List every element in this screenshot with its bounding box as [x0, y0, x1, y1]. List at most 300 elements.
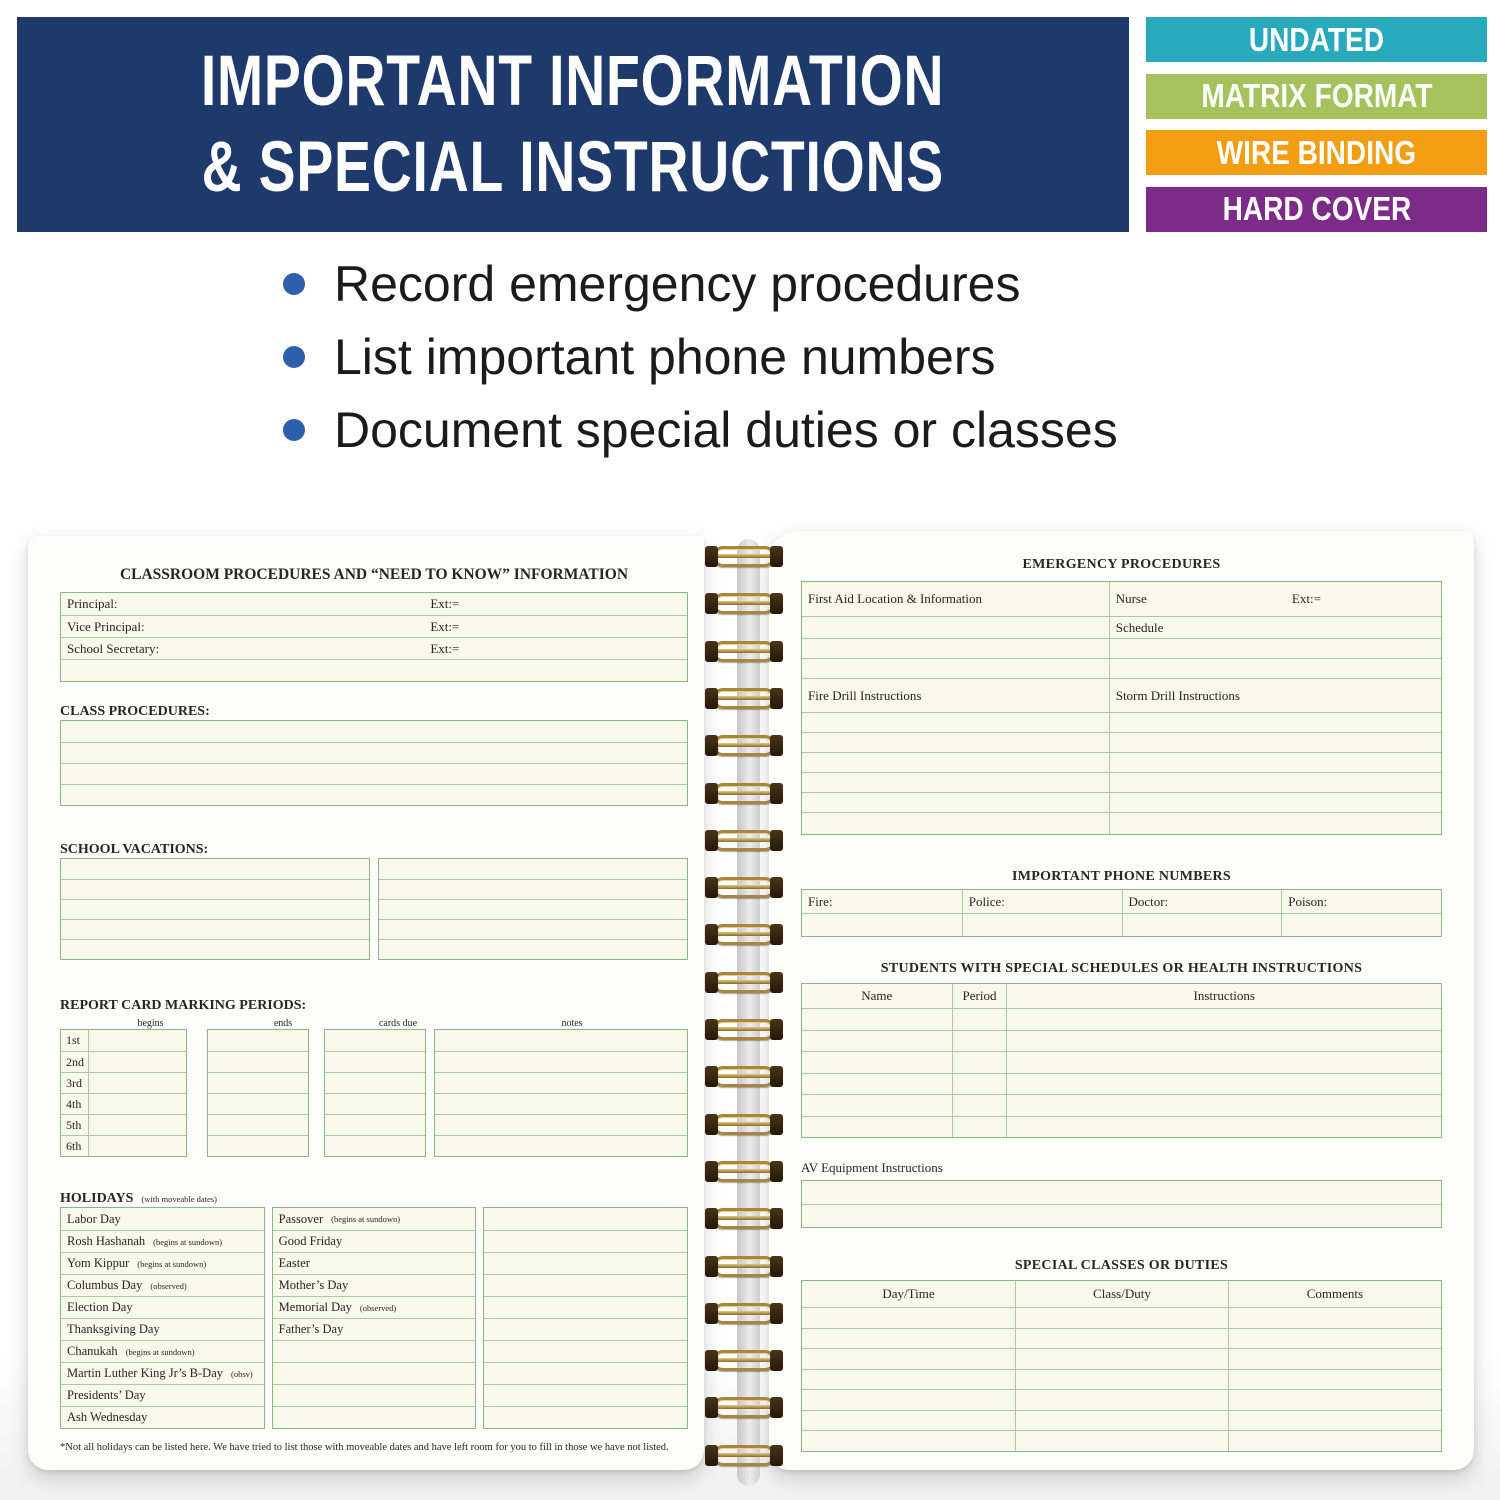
binding-ring-icon: [705, 546, 783, 567]
table-row: [273, 1384, 476, 1406]
students-cell: [802, 1031, 952, 1052]
binding-ring-icon: [705, 783, 783, 804]
binding-ring-end: [770, 593, 783, 614]
students-cell: [802, 1052, 952, 1073]
binding-ring-wire: [717, 743, 771, 747]
special-cell: [1228, 1329, 1441, 1349]
binding-ring-end: [770, 1161, 783, 1182]
holidays-tables: [60, 1207, 688, 1429]
binding-ring-wire: [717, 1074, 771, 1078]
school-vacations-tables: [60, 858, 688, 960]
contact-ext-label: Ext:=: [430, 596, 460, 611]
holidays-footnote: *Not all holidays can be listed here. We have tried to list those with moveable dates and have left room for you to fill in those we have not listed.: [60, 1442, 669, 1453]
emergency-left-cell: [802, 617, 1109, 638]
students-header-cell: Period: [952, 984, 1007, 1008]
binding-ring-end: [705, 972, 718, 993]
students-cell: [952, 1095, 1007, 1116]
table-row: [802, 658, 1441, 678]
students-cell: [802, 1095, 952, 1116]
special-header-cell: Class/Duty: [1015, 1281, 1228, 1307]
binding-ring-icon: [705, 1397, 783, 1418]
students-cell: [802, 1117, 952, 1138]
bullet-icon: [283, 273, 305, 295]
special-cell: [1015, 1411, 1228, 1431]
special-cell: [802, 1349, 1015, 1369]
binding-ring-end: [705, 641, 718, 662]
table-row: [802, 1389, 1441, 1410]
bullet-text: Record emergency procedures: [334, 256, 1021, 312]
binding-ring-icon: [705, 972, 783, 993]
emergency-left-cell: [802, 793, 1109, 812]
table-row: [61, 1072, 186, 1093]
table-row: [484, 1208, 687, 1230]
report-card-header-notes: notes: [561, 1018, 583, 1029]
table-row: [802, 1328, 1441, 1349]
table-row: [484, 1230, 687, 1252]
table-row: [61, 899, 369, 919]
binding-ring-end: [770, 972, 783, 993]
table-row: [61, 1406, 264, 1428]
table-row: [61, 659, 687, 681]
binding-ring-wire: [717, 1027, 771, 1031]
feature-bullets: [283, 258, 1118, 477]
table-row: [208, 1114, 308, 1135]
contacts-table: [60, 592, 688, 682]
table-row: [802, 1204, 1441, 1227]
report-card-header-ends: ends: [273, 1018, 293, 1029]
table-row: [325, 1072, 425, 1093]
table-row: [61, 1093, 186, 1114]
report-card-row-label: 5th: [61, 1115, 89, 1135]
binding-ring-wire: [717, 554, 771, 558]
emergency-left-cell: [802, 773, 1109, 792]
special-cell: [802, 1390, 1015, 1410]
table-row: [208, 1093, 308, 1114]
contact-label: School Secretary:: [67, 640, 160, 656]
table-row: [61, 919, 369, 939]
binding-ring-end: [705, 1161, 718, 1182]
contact-label: Principal:: [67, 596, 118, 611]
holidays-heading-text: HOLIDAYS: [60, 1191, 134, 1206]
binding-ring-end: [705, 1019, 718, 1040]
table-row: [802, 1348, 1441, 1369]
holidays-column-1: [60, 1207, 265, 1429]
feature-badge-label: HARD COVER: [1222, 190, 1411, 228]
table-row: [208, 1135, 308, 1156]
special-cell: [1228, 1370, 1441, 1390]
students-cell: [1006, 1117, 1441, 1138]
table-row: [484, 1318, 687, 1340]
special-cell: [802, 1329, 1015, 1349]
special-classes-title: SPECIAL CLASSES OR DUTIES: [1014, 1258, 1229, 1273]
table-row: [802, 1051, 1441, 1073]
table-row: [61, 1030, 186, 1051]
binding-ring-end: [705, 546, 718, 567]
special-header-cell: Comments: [1228, 1281, 1441, 1307]
binding-ring-end: [705, 1397, 718, 1418]
phone-numbers-title: IMPORTANT PHONE NUMBERS: [1011, 869, 1231, 884]
table-row: [802, 638, 1441, 658]
holiday-name: Memorial Day: [278, 1300, 352, 1314]
table-row: [273, 1252, 476, 1274]
students-cell: [802, 1009, 952, 1030]
table-row: [61, 742, 687, 763]
emergency-right-cell: [1109, 753, 1441, 772]
binding-ring-end: [705, 688, 718, 709]
phone-value-cell: [802, 914, 962, 936]
table-row: [802, 772, 1441, 792]
right-page: [769, 531, 1474, 1470]
emergency-right-cell: [1109, 659, 1441, 678]
table-row: [802, 712, 1441, 732]
binding-ring-wire: [717, 601, 771, 605]
school-vacations-heading: SCHOOL VACATIONS:: [60, 842, 209, 857]
table-row: [435, 1114, 687, 1135]
holidays-heading: [60, 1191, 688, 1207]
holiday-note: (begins at sundown): [137, 1258, 207, 1269]
binding-ring-wire: [717, 1453, 771, 1457]
holiday-name: Ash Wednesday: [67, 1410, 148, 1424]
table-row: [61, 763, 687, 784]
binding-ring-wire: [717, 1122, 771, 1126]
holiday-name: Chanukah: [67, 1344, 118, 1358]
binding-ring-icon: [705, 641, 783, 662]
table-row: [435, 1093, 687, 1114]
table-row: [61, 1296, 264, 1318]
binding-ring-end: [770, 924, 783, 945]
report-card-row-label: 2nd: [61, 1052, 89, 1072]
binding-ring-icon: [705, 735, 783, 756]
holidays-heading-note: (with moveable dates): [141, 1194, 217, 1204]
phone-value-cell: [1281, 914, 1441, 936]
school-vacations-column: [60, 858, 370, 960]
table-row: [61, 784, 687, 805]
table-row: [208, 1051, 308, 1072]
binding-ring-icon: [705, 1350, 783, 1371]
table-row: [379, 859, 687, 879]
table-row: [379, 919, 687, 939]
binding-ring-end: [705, 1114, 718, 1135]
binding-ring-icon: [705, 877, 783, 898]
binding-ring-end: [770, 1114, 783, 1135]
table-row: [61, 1362, 264, 1384]
table-row: [379, 879, 687, 899]
binding-ring-end: [705, 877, 718, 898]
report-card-row-label: 6th: [61, 1136, 89, 1156]
binding-ring-end: [770, 1019, 783, 1040]
binding-ring-end: [705, 1445, 718, 1466]
table-row: [802, 1307, 1441, 1328]
table-row: [435, 1051, 687, 1072]
table-row: [61, 1318, 264, 1340]
table-row: [273, 1362, 476, 1384]
report-card-block: [434, 1029, 688, 1157]
emergency-left-cell: [802, 713, 1109, 732]
students-header-cell: Name: [861, 988, 893, 1003]
binding-ring-end: [770, 1350, 783, 1371]
table-row: [61, 1051, 186, 1072]
spiral-spine: [737, 539, 760, 1486]
special-cell: [1228, 1411, 1441, 1431]
report-card-gap: [426, 1029, 434, 1157]
special-cell: [802, 1308, 1015, 1328]
table-row: [208, 1030, 308, 1051]
table-row: [484, 1384, 687, 1406]
binding-ring-icon: [705, 1066, 783, 1087]
report-card-block: [60, 1029, 187, 1157]
students-cell: [1006, 1052, 1441, 1073]
table-row: [802, 812, 1441, 834]
banner-title-line1: IMPORTANT INFORMATION: [201, 42, 945, 122]
binding-ring-end: [770, 1256, 783, 1277]
table-row: [802, 1369, 1441, 1390]
holiday-note: (observed): [150, 1280, 187, 1291]
binding-ring-end: [705, 924, 718, 945]
left-page-title: CLASSROOM PROCEDURES AND “NEED TO KNOW” INFORMATION: [119, 566, 629, 583]
table-row: [273, 1230, 476, 1252]
table-row: [273, 1340, 476, 1362]
binding-ring-end: [770, 783, 783, 804]
special-classes-table: [801, 1280, 1442, 1452]
report-card-block: [324, 1029, 426, 1157]
table-row: [802, 616, 1441, 638]
binding-ring-end: [770, 830, 783, 851]
feature-badge-label: MATRIX FORMAT: [1200, 77, 1433, 115]
binding-ring-end: [770, 641, 783, 662]
special-cell: [1015, 1370, 1228, 1390]
binding-ring-icon: [705, 1303, 783, 1324]
binding-ring-wire: [717, 649, 771, 653]
contact-label: Vice Principal:: [67, 618, 145, 634]
binding-ring-end: [770, 546, 783, 567]
bullet-icon: [283, 419, 305, 441]
special-cell: [1015, 1390, 1228, 1410]
report-card-header-cards-due: cards due: [378, 1018, 418, 1029]
students-cell: [1006, 1074, 1441, 1095]
binding-ring-end: [770, 1445, 783, 1466]
holiday-name: Rosh Hashanah: [67, 1234, 146, 1248]
binding-ring-end: [705, 830, 718, 851]
binding-ring-wire: [717, 1311, 771, 1315]
students-cell: [952, 1074, 1007, 1095]
emergency-right-label: Nurse: [1115, 591, 1147, 606]
emergency-right-cell: [1109, 679, 1441, 712]
special-header-cell: Day/Time: [882, 1286, 935, 1301]
binding-ring-end: [705, 593, 718, 614]
table-row: [484, 1340, 687, 1362]
table-row: [802, 1181, 1441, 1204]
binding-ring-end: [705, 1256, 718, 1277]
special-cell: [802, 1411, 1015, 1431]
phone-value-cell: [962, 914, 1122, 936]
holiday-note: (obsv): [231, 1368, 253, 1379]
holiday-note: (begins at sundown): [153, 1236, 223, 1247]
school-vacations-column: [378, 858, 688, 960]
special-cell: [1015, 1329, 1228, 1349]
special-cell: [1228, 1308, 1441, 1328]
table-row: [273, 1274, 476, 1296]
emergency-right-label: Storm Drill Instructions: [1115, 687, 1240, 703]
table-row: [802, 732, 1441, 752]
holiday-name: Yom Kippur: [67, 1256, 130, 1270]
emergency-right-cell: [1109, 639, 1441, 658]
report-card-header-begins: begins: [137, 1018, 164, 1029]
holiday-note: (begins at sundown): [125, 1346, 195, 1357]
students-cell: [952, 1009, 1007, 1030]
binding-ring-wire: [717, 791, 771, 795]
table-row: [61, 1252, 264, 1274]
holidays-column-3: [483, 1207, 688, 1429]
binding-ring-end: [705, 1066, 718, 1087]
emergency-right-label: Schedule: [1115, 619, 1164, 635]
table-row: [802, 582, 1441, 616]
binding-ring-icon: [705, 830, 783, 851]
bullet-text: List important phone numbers: [334, 329, 996, 385]
table-row: [379, 939, 687, 959]
table-row: [61, 615, 687, 637]
binding-ring-end: [705, 783, 718, 804]
report-card-column-headers: [60, 1014, 688, 1029]
students-cell: [1006, 1095, 1441, 1116]
binding-ring-icon: [705, 924, 783, 945]
students-cell: [1006, 1031, 1441, 1052]
table-row: [61, 1340, 264, 1362]
table-row: [325, 1030, 425, 1051]
emergency-right-cell: [1109, 813, 1441, 834]
holiday-note: (observed): [359, 1302, 397, 1313]
phone-label-cell: Doctor:: [1122, 890, 1282, 913]
table-row: [802, 890, 1441, 913]
binding-ring-wire: [717, 1358, 771, 1362]
class-procedures-table: [60, 720, 688, 806]
binding-ring-end: [770, 1208, 783, 1229]
binding-ring-wire: [717, 1264, 771, 1268]
table-row: [273, 1318, 476, 1340]
table-row: [435, 1072, 687, 1093]
binding-ring-wire: [717, 885, 771, 889]
left-page: [28, 536, 704, 1470]
report-card-row-label: 1st: [61, 1030, 89, 1051]
table-row: [325, 1093, 425, 1114]
special-cell: [1015, 1349, 1228, 1369]
table-row: [61, 1384, 264, 1406]
feature-badge: [1146, 130, 1487, 175]
binding-ring-wire: [717, 838, 771, 842]
binding-ring-wire: [717, 1405, 771, 1409]
contact-ext-label: Ext:=: [430, 618, 460, 634]
table-row: [802, 1008, 1441, 1030]
table-row: [61, 1114, 186, 1135]
students-cell: [952, 1052, 1007, 1073]
binding-ring-icon: [705, 1019, 783, 1040]
students-cell: [952, 1117, 1007, 1138]
table-row: [61, 1230, 264, 1252]
report-card-gap: [309, 1029, 324, 1157]
emergency-right-cell: [1109, 773, 1441, 792]
av-equipment-label: AV Equipment Instructions: [801, 1160, 943, 1175]
binding-ring-wire: [717, 696, 771, 700]
emergency-right-cell: [1109, 733, 1441, 752]
table-row: [273, 1208, 476, 1230]
feature-badge-label: UNDATED: [1248, 20, 1385, 58]
table-row: [325, 1114, 425, 1135]
report-card-tables: [60, 1029, 688, 1157]
emergency-ext-label: Ext:=: [1291, 591, 1321, 606]
table-row: [61, 1135, 186, 1156]
students-title: STUDENTS WITH SPECIAL SCHEDULES OR HEALTH INSTRUCTIONS: [880, 961, 1363, 976]
students-cell: [952, 1031, 1007, 1052]
class-procedures-heading: CLASS PROCEDURES:: [60, 704, 210, 719]
emergency-right-cell: [1109, 582, 1441, 616]
emergency-left-cell: First Aid Location & Information: [808, 591, 983, 606]
binding-ring-end: [770, 688, 783, 709]
binding-ring-end: [770, 877, 783, 898]
holiday-name: Columbus Day: [67, 1278, 143, 1292]
table-row: [484, 1274, 687, 1296]
binding-ring-wire: [717, 1216, 771, 1220]
table-row: [802, 1094, 1441, 1116]
emergency-right-cell: [1109, 617, 1441, 638]
students-table: [801, 983, 1442, 1138]
holiday-note: (begins at sundown): [331, 1214, 401, 1224]
emergency-left-cell: [802, 813, 1109, 834]
emergency-title: EMERGENCY PROCEDURES: [1022, 557, 1221, 572]
phone-value-cell: [1122, 914, 1282, 936]
table-row: [61, 939, 369, 959]
table-row: [484, 1252, 687, 1274]
report-card-gap: [187, 1029, 207, 1157]
binding-ring-end: [770, 735, 783, 756]
table-row: [273, 1406, 476, 1428]
binding-ring-wire: [717, 1169, 771, 1173]
emergency-left-cell: [802, 753, 1109, 772]
bullet-item: [283, 258, 1118, 310]
special-cell: [802, 1431, 1015, 1451]
bullet-item: [283, 404, 1118, 456]
table-row: [61, 1274, 264, 1296]
report-card-block: [207, 1029, 309, 1157]
emergency-right-cell: [1109, 793, 1441, 812]
special-cell: [1228, 1431, 1441, 1451]
special-header-row: [802, 1281, 1441, 1307]
report-card-row-label: 3rd: [61, 1073, 89, 1093]
feature-badge: [1146, 187, 1487, 232]
special-cell: [1228, 1390, 1441, 1410]
binding-ring-end: [770, 1397, 783, 1418]
holiday-name: Good Friday: [278, 1234, 343, 1248]
bullet-icon: [283, 346, 305, 368]
table-row: [484, 1362, 687, 1384]
table-row: [802, 1073, 1441, 1095]
binding-ring-end: [705, 735, 718, 756]
table-row: [61, 721, 687, 742]
feature-badge: [1146, 17, 1487, 62]
binding-ring-end: [705, 1350, 718, 1371]
holiday-name: Thanksgiving Day: [67, 1322, 160, 1336]
table-row: [61, 879, 369, 899]
emergency-left-cell: [802, 733, 1109, 752]
table-row: [802, 792, 1441, 812]
binding-ring-end: [705, 1303, 718, 1324]
special-cell: [802, 1370, 1015, 1390]
binding-ring-icon: [705, 688, 783, 709]
phone-label-cell: Police:: [962, 890, 1122, 913]
table-row: [208, 1072, 308, 1093]
table-row: [802, 1030, 1441, 1052]
holiday-name: Presidents’ Day: [67, 1388, 146, 1402]
holiday-name: Mother’s Day: [278, 1278, 349, 1292]
table-row: [484, 1296, 687, 1318]
